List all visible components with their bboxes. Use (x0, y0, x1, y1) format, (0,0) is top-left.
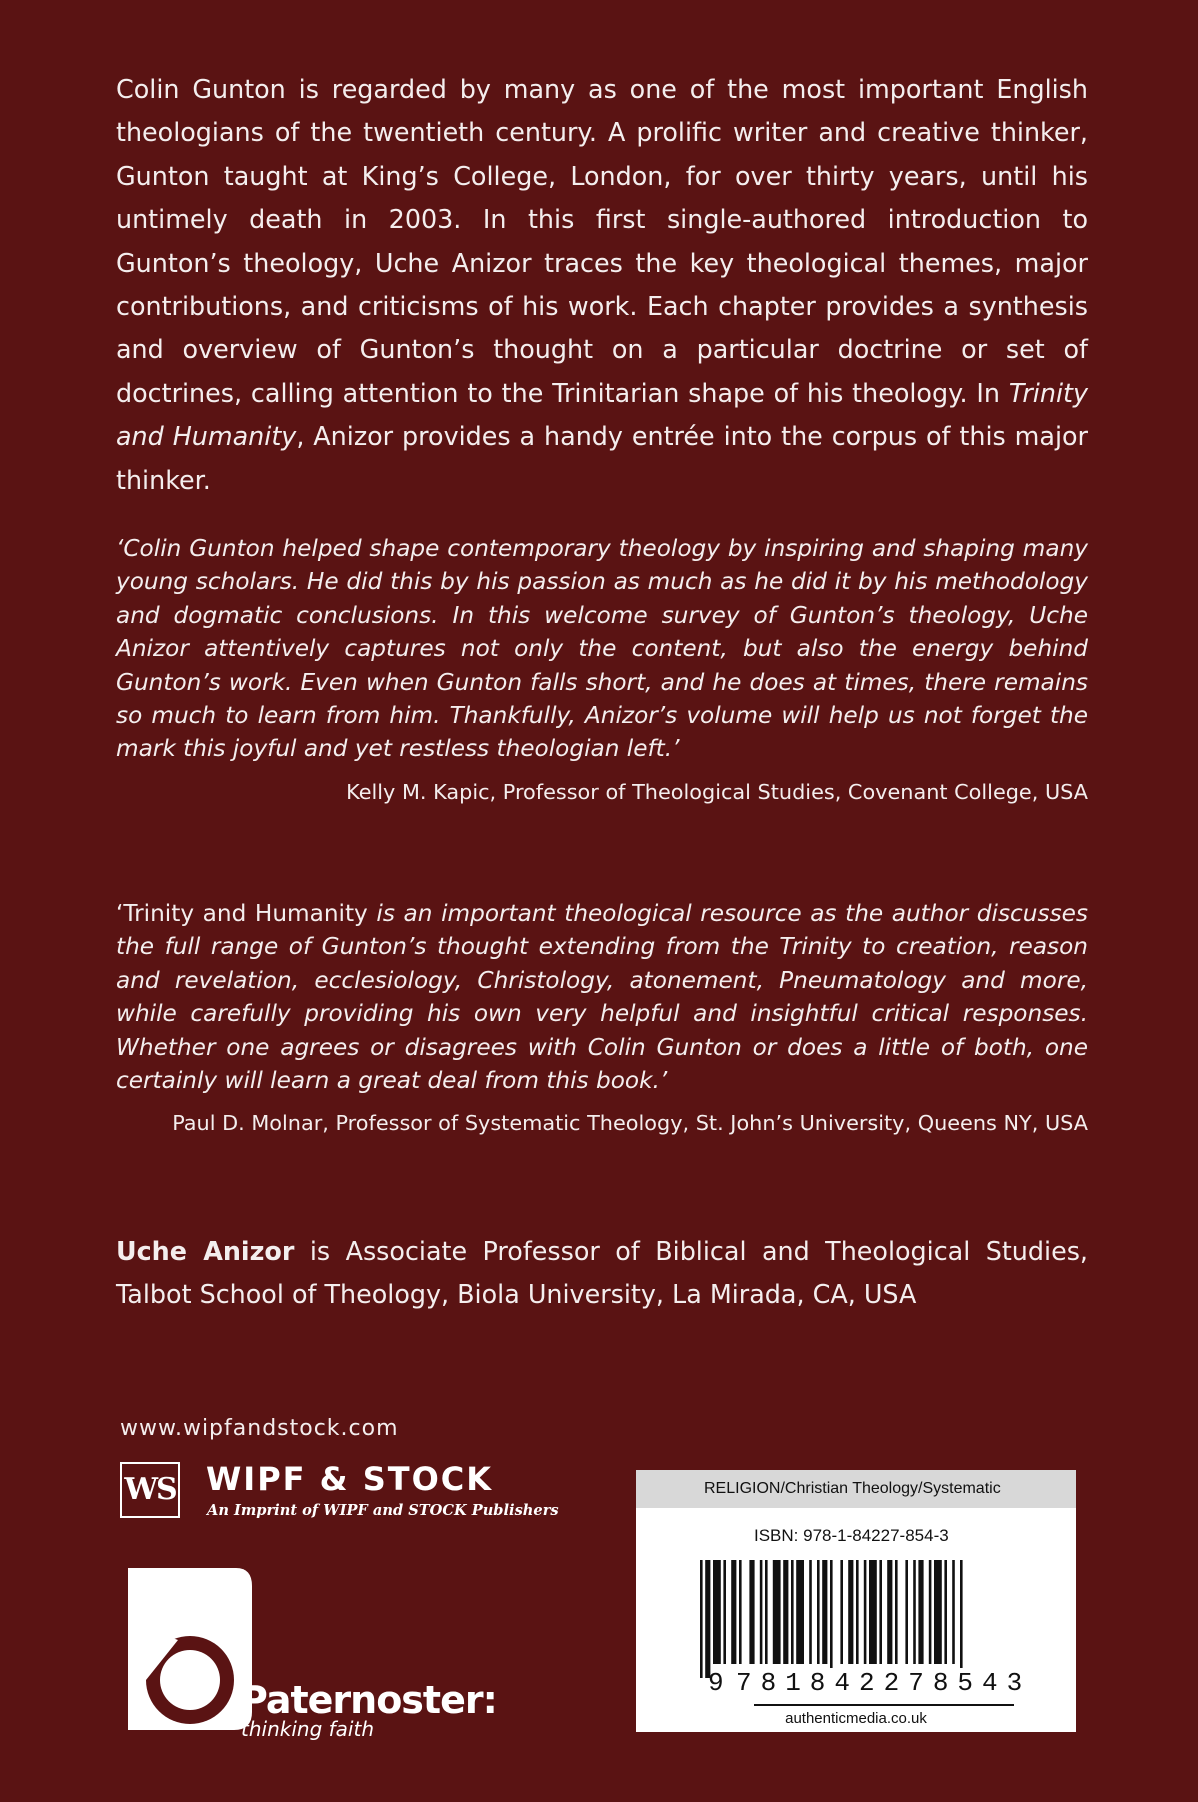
barcode-divider (754, 1704, 1014, 1706)
description-title: Trinity and Humanity (116, 377, 1088, 452)
barcode-digits: 781842278543 (736, 1668, 1032, 1698)
barcode-panel (636, 1470, 1076, 1732)
barcode-icon (676, 1554, 1036, 1684)
distributor-url[interactable]: authenticmedia.co.uk (785, 1710, 927, 1727)
endorsement-molnar-lead: ‘Trinity and Humanity (116, 900, 368, 927)
paternoster-name: Paternoster: (240, 1678, 497, 1722)
isbn-label: ISBN: 978-1-84227-854-3 (754, 1526, 949, 1545)
description-part-1: Colin Gunton is regarded by many as one of the most important English theologians of the twentieth century. A prolific writer and creative thinker, Gunton taught at King’s College, London, for over thirty years, until his untimely death in 2003. In this first single-authored introduction to Gunton’s theology, Uche Anizor traces the key theological themes, major contributions, and criticisms of his work. Each chapter provides a synthesis and overview of Gunton’s thought on a particular doctrine or set of doctrines, calling attention to the Trinitarian shape of his theology. In (116, 74, 1088, 408)
barcode-first-digit: 9 (708, 1668, 724, 1698)
endorsement-molnar (116, 897, 1088, 1097)
description-part-2: , Anizor provides a handy entrée into the corpus of this major thinker. (116, 421, 1088, 495)
author-bio-text: is Associate Professor of Biblical and Theological Studies, Talbot School of Theology, Biola University, La Mirada, CA, USA (116, 1236, 1088, 1310)
paternoster-logo-icon (118, 1560, 258, 1740)
paternoster-tagline: thinking faith (241, 1717, 374, 1741)
author-bio (116, 1230, 1088, 1317)
endorsement-molnar-text: is an important theological resource as the author discusses the full range of Gunton’s thought extending from the Trinity to creation, reason and revelation, ecclesiology, Christology, atonement, Pneumatology and more, while carefully providing his own very helpful and insightful critical responses. Whether one agrees or disagrees with Colin Gunton or does a little of both, one certainly will learn a great deal from this book.’ (116, 900, 1088, 1095)
bisac-category: RELIGION/Christian Theology/Systematic (636, 1470, 1076, 1508)
endorsement-kapic: ‘Colin Gunton helped shape contemporary theology by inspiring and shaping many young scholars. He did this by his passion as much as he did it by his methodology and dogmatic conclusions. In this welcome survey of Gunton’s theology, Uche Anizor attentively captures not only the content, but also the energy behind Gunton’s work. Even when Gunton falls short, and he does at times, there remains so much to learn from him. Thankfully, Anizor’s volume will help us not forget the mark this joyful and yet restless theologian left.’ (116, 535, 1088, 763)
endorsement-kapic-attribution: Kelly M. Kapic, Professor of Theological Studies, Covenant College, USA (346, 780, 1088, 804)
publisher-url[interactable]: www.wipfandstock.com (120, 1416, 399, 1441)
wipf-stock-logo: WS (120, 1462, 180, 1518)
publisher-imprint-line: An Imprint of WIPF and STOCK Publishers (207, 1502, 559, 1519)
author-name: Uche Anizor (116, 1236, 295, 1266)
endorsement-molnar-attribution: Paul D. Molnar, Professor of Systematic Theology, St. John’s University, Queens NY, USA (172, 1111, 1088, 1135)
book-description (116, 68, 1088, 502)
publisher-name: WIPF & STOCK (206, 1460, 494, 1498)
